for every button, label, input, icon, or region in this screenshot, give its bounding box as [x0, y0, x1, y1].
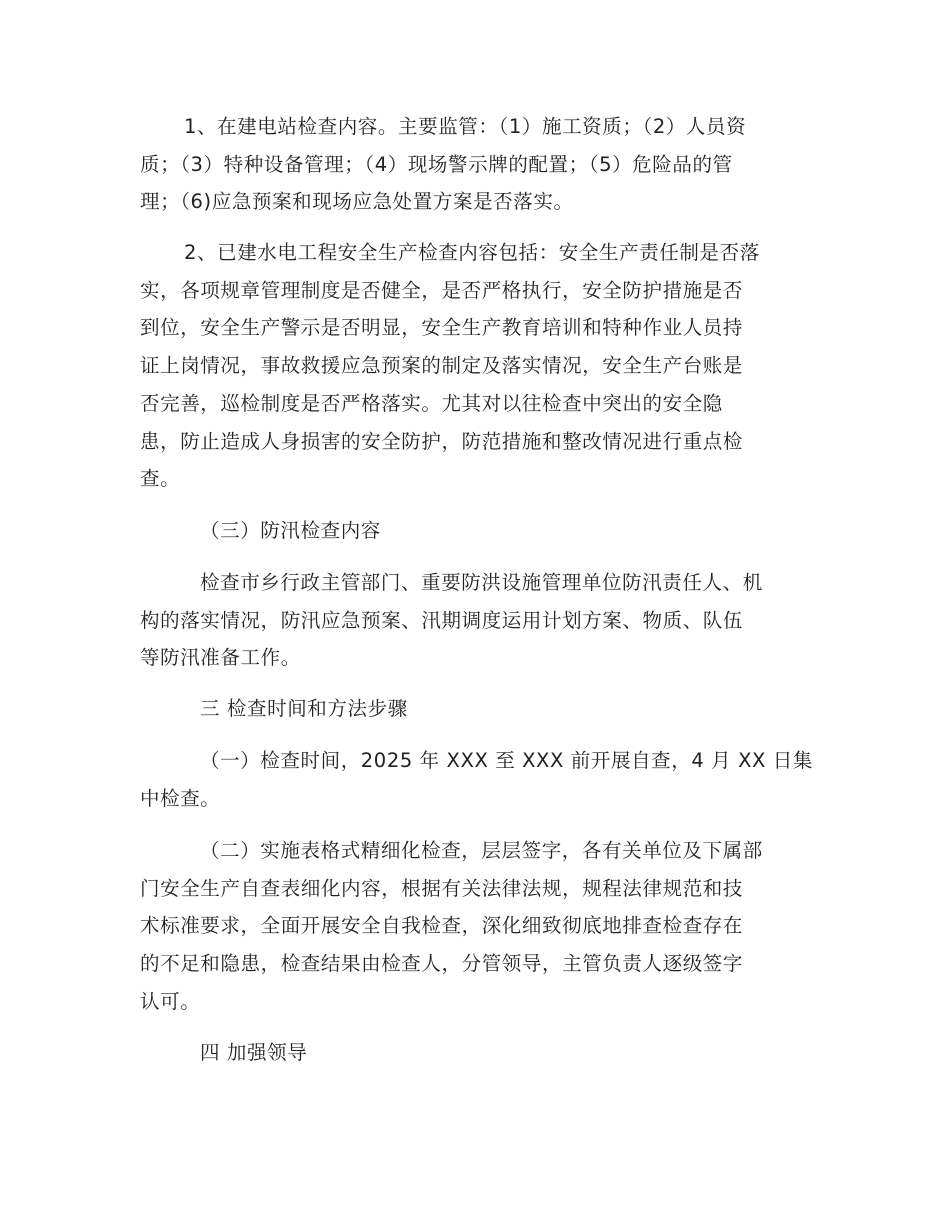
- text-line: 患，防止造成人身损害的安全防护，防范措施和整改情况进行重点检: [140, 429, 744, 453]
- text-line: 否完善，巡检制度是否严格落实。尤其对以往检查中突出的安全隐: [140, 391, 723, 415]
- text-line: 检查市乡行政主管部门、重要防洪设施管理单位防汛责任人、机: [200, 571, 763, 594]
- text-line: 术标准要求，全面开展安全自我检查，深化细致彻底地排查检查存在: [140, 914, 744, 938]
- text-line: 质；（3）特种设备管理；（4）现场警示牌的配置；（5）危险品的管: [140, 152, 733, 176]
- text-line: （二）实施表格式精细化检查，层层签字，各有关单位及下属部: [200, 839, 763, 862]
- text-line: 证上岗情况，事故救援应急预案的制定及落实情况，安全生产台账是: [140, 354, 744, 378]
- text-line: 等防汛准备工作。: [140, 646, 301, 670]
- heading-flood-inspection: （三）防汛检查内容: [200, 519, 381, 542]
- text-line: 的不足和隐患，检查结果由检查人，分管领导，主管负责人逐级签字: [140, 952, 744, 976]
- heading-section-four: 四 加强领导: [200, 1041, 308, 1064]
- text-line: 认可。: [140, 989, 201, 1013]
- paragraph-construction-inspection: [140, 108, 806, 221]
- text-line: 2、已建水电工程安全生产检查内容包括：安全生产责任制是否落: [184, 241, 760, 264]
- paragraph-table-inspection: [140, 832, 806, 1021]
- text-line: 1、在建电站检查内容。主要监管：（1）施工资质；（2）人员资: [184, 115, 747, 138]
- text-line: 到位，安全生产警示是否明显，安全生产教育培训和特种作业人员持: [140, 316, 744, 340]
- paragraph-hydropower-safety-inspection: [140, 234, 806, 498]
- heading-section-three: 三 检查时间和方法步骤: [200, 697, 408, 720]
- text-line: （一）检查时间，2025 年 XXX 至 XXX 前开展自查，4 月 XX 日集: [200, 749, 813, 772]
- text-line: 实，各项规章管理制度是否健全，是否严格执行，安全防护措施是否: [140, 278, 744, 302]
- text-line: 理；（6)应急预案和现场应急处置方案是否落实。: [140, 190, 574, 214]
- text-line: 中检查。: [140, 786, 221, 810]
- paragraph-flood-inspection: [140, 564, 806, 677]
- text-line: 门安全生产自查表细化内容，根据有关法律法规，规程法律规范和技: [140, 876, 744, 900]
- text-line: 查。: [140, 467, 181, 491]
- paragraph-inspection-time: [140, 742, 813, 817]
- text-line: 构的落实情况，防汛应急预案、汛期调度运用计划方案、物质、队伍: [140, 608, 744, 632]
